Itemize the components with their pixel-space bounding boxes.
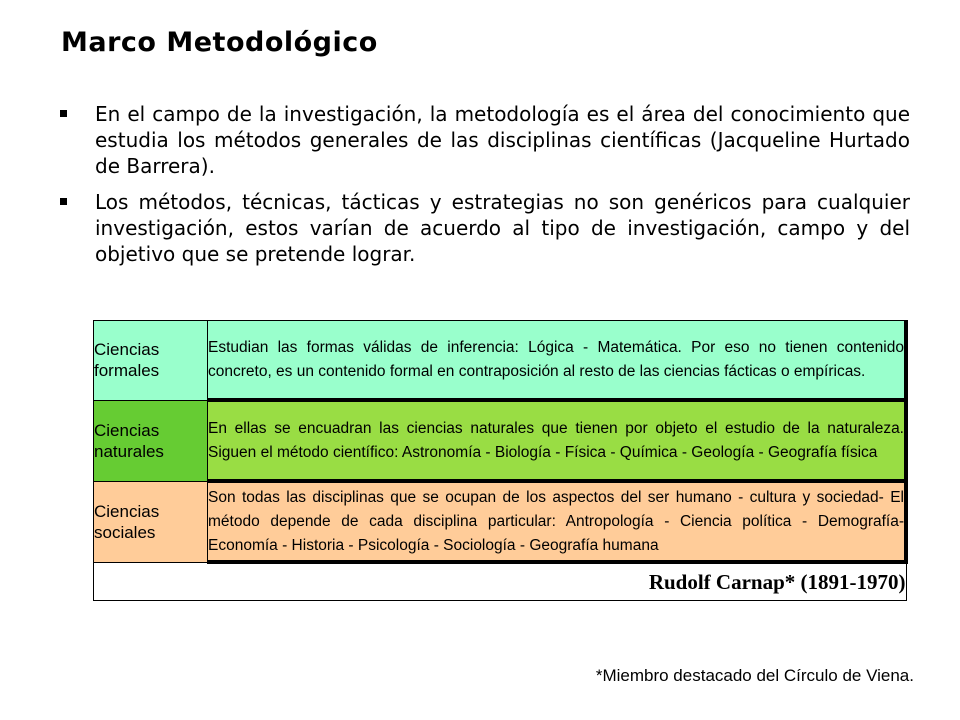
square-bullet-icon [60, 198, 67, 205]
page-title: Marco Metodológico [61, 27, 378, 58]
footnote: *Miembro destacado del Círculo de Viena. [595, 666, 914, 685]
table-row [94, 562, 907, 601]
sciences-table [93, 320, 908, 601]
table-row [94, 321, 907, 401]
bullet-text: Los métodos, técnicas, tácticas y estrategias no son genéricos para cualquier investigación, estos varían de acuerdo al tipo de investigación, campo y del objetivo que se pretende lograr. [95, 190, 910, 266]
bullet-text: En el campo de la investigación, la metodología es el área del conocimiento que estudia los métodos generales de las disciplinas científicas (Jacqueline Hurtado de Barrera). [95, 102, 910, 178]
category-cell: Ciencias formales [94, 321, 208, 401]
author-credit: Rudolf Carnap* (1891-1970) [94, 562, 907, 601]
description-cell: Son todas las disciplinas que se ocupan de los aspectos del ser humano - cultura y sociedad- El método depende de cada disciplina particular: Antropología - Ciencia política - Demografía- Economía - Historia - Psicología - Sociología - Geografía humana [208, 481, 907, 562]
square-bullet-icon [60, 110, 67, 117]
bullet-list [60, 101, 910, 277]
category-cell: Ciencias sociales [94, 481, 208, 562]
table-row [94, 481, 907, 562]
table-row [94, 400, 907, 481]
bullet-item [60, 101, 910, 179]
bullet-item [60, 189, 910, 267]
category-cell: Ciencias naturales [94, 400, 208, 481]
description-cell: Estudian las formas válidas de inferencia: Lógica - Matemática. Por eso no tienen contenido concreto, es un contenido formal en contraposición al resto de las ciencias fácticas o empíricas. [208, 321, 907, 401]
description-cell: En ellas se encuadran las ciencias naturales que tienen por objeto el estudio de la naturaleza. Siguen el método científico: Astronomía - Biología - Física - Química - Geología - Geografía física [208, 400, 907, 481]
